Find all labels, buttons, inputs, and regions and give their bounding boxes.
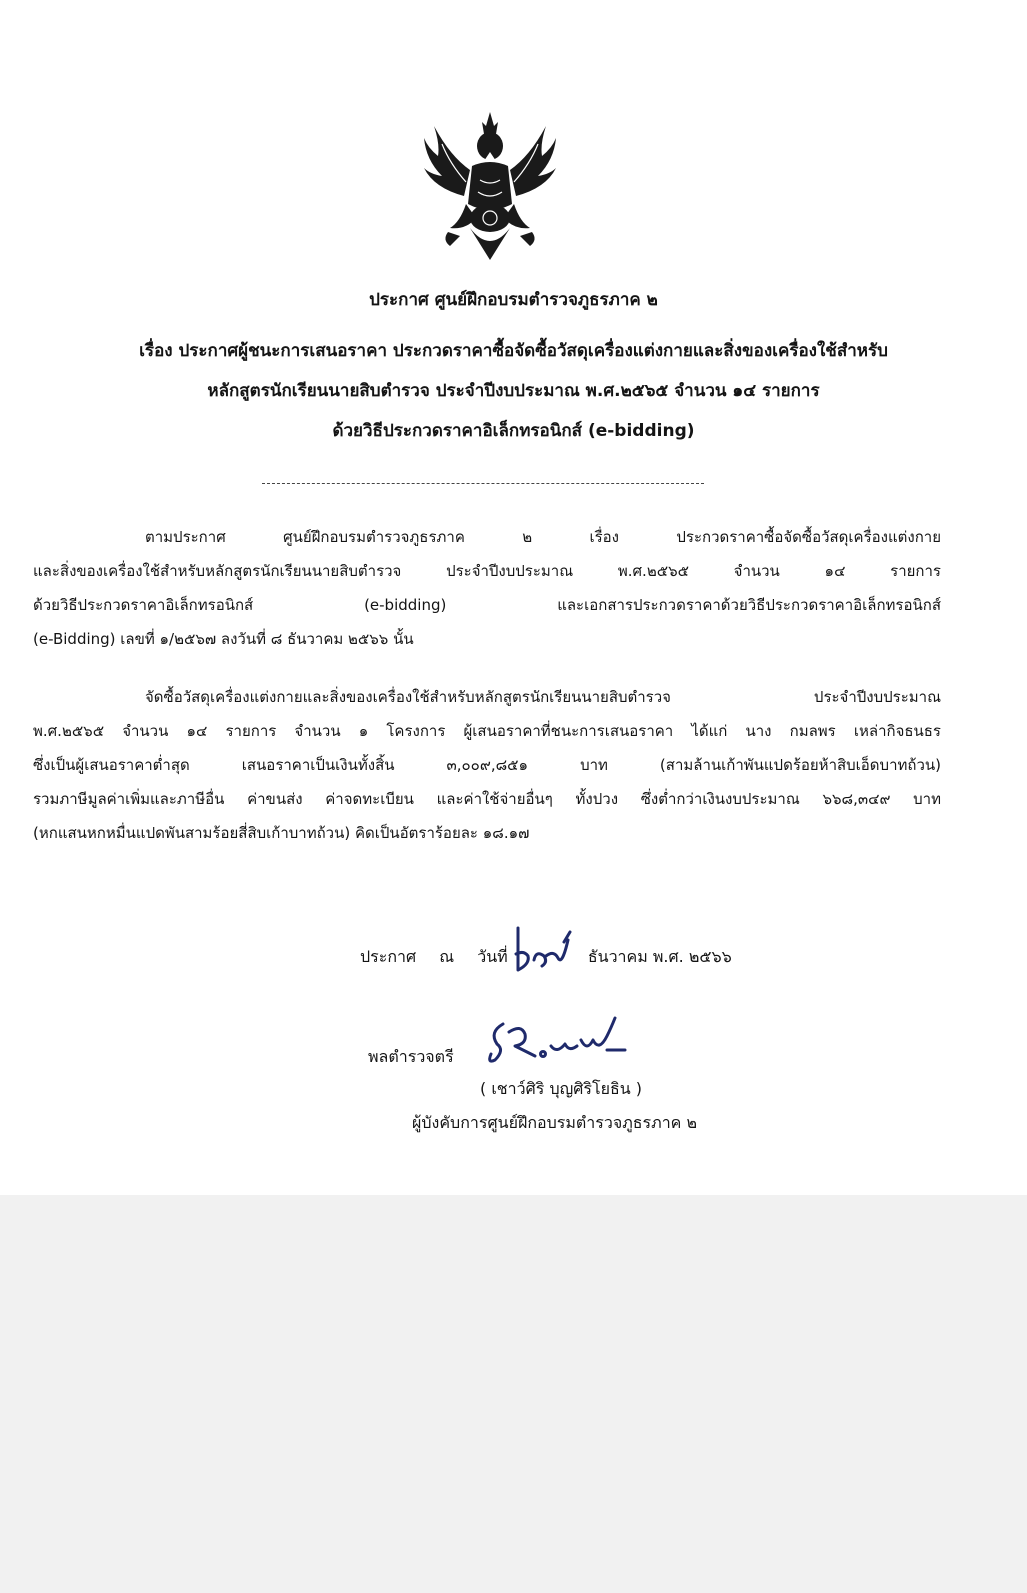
signatory-position: ผู้บังคับการศูนย์ฝึกอบรมตำรวจภูธรภาค ๒ bbox=[412, 1113, 698, 1132]
subject-line-2: หลักสูตรนักเรียนนายสิบตำรวจ ประจำปีงบประมาณ พ.ศ.๒๕๖๕ จำนวน ๑๔ รายการ bbox=[207, 381, 820, 401]
subject-line-3: ด้วยวิธีประกวดราคาอิเล็กทรอนิกส์ (e-bidding) bbox=[332, 421, 695, 441]
paragraph-1-line: (e-Bidding) เลขที่ ๑/๒๕๖๗ ลงวันที่ ๘ ธันวาคม ๒๕๖๖ นั้น bbox=[33, 630, 414, 648]
paragraph-1-line: ตามประกาศ ศูนย์ฝึกอบรมตำรวจภูธรภาค ๒ เรื่อง ประกวดราคาซื้อจัดซื้อวัสดุเครื่องแต่งกาย bbox=[145, 528, 941, 546]
paragraph-1 bbox=[33, 520, 941, 656]
paragraph-1-line: ด้วยวิธีประกวดราคาอิเล็กทรอนิกส์ (e-bidding) และเอกสารประกวดราคาด้วยวิธีประกวดราคาอิเล็กทรอนิกส์ bbox=[33, 596, 941, 614]
announce-day-label: วันที่ bbox=[477, 947, 508, 966]
paragraph-2-line: พ.ศ.๒๕๖๕ จำนวน ๑๔ รายการ จำนวน ๑ โครงการ ผู้เสนอราคาที่ชนะการเสนอราคา ได้แก่ นาง กมลพร เหล่ากิจธนธร bbox=[33, 722, 941, 740]
signatory-rank: พลตำรวจตรี bbox=[368, 1047, 454, 1066]
announce-at: ณ bbox=[439, 947, 455, 966]
subject-line-1: เรื่อง ประกาศผู้ชนะการเสนอราคา ประกวดราคาซื้อจัดซื้อวัสดุเครื่องแต่งกายและสิ่งของเครื่องใช้สำหรับ bbox=[139, 341, 888, 361]
announce-prefix: ประกาศ bbox=[360, 947, 417, 966]
announce-month-year: ธันวาคม พ.ศ. ๒๕๖๖ bbox=[587, 947, 732, 966]
signature bbox=[485, 1010, 645, 1070]
paragraph-2-line: (หกแสนหกหมื่นแปดพันสามร้อยสี่สิบเก้าบาทถ้วน) คิดเป็นอัตราร้อยละ ๑๘.๑๗ bbox=[33, 824, 530, 842]
paragraph-1-line: และสิ่งของเครื่องใช้สำหรับหลักสูตรนักเรียนนายสิบตำรวจ ประจำปีงบประมาณ พ.ศ.๒๕๖๕ จำนวน ๑๔ รายการ bbox=[33, 562, 941, 580]
paragraph-2-line: จัดซื้อวัสดุเครื่องแต่งกายและสิ่งของเครื่องใช้สำหรับหลักสูตรนักเรียนนายสิบตำรวจ ประจำปีงบประมาณ bbox=[145, 688, 941, 706]
garuda-emblem-icon bbox=[420, 104, 560, 264]
divider bbox=[262, 483, 704, 484]
paragraph-2-line: รวมภาษีมูลค่าเพิ่มและภาษีอื่น ค่าขนส่ง ค่าจดทะเบียน และค่าใช้จ่ายอื่นๆ ทั้งปวง ซึ่งต่ำกว่าเงินงบประมาณ ๖๖๘,๓๔๙ บาท bbox=[33, 790, 941, 808]
paragraph-2-line: ซึ่งเป็นผู้เสนอราคาต่ำสุด เสนอราคาเป็นเงินทั้งสิ้น ๓,๐๐๙,๘๕๑ บาท (สามล้านเก้าพันแปดร้อยห้าสิบเอ็ดบาทถ้วน) bbox=[33, 756, 941, 774]
paragraph-2 bbox=[33, 680, 941, 850]
handwritten-day bbox=[508, 920, 572, 976]
paper-edge-shadow bbox=[0, 1195, 1027, 1593]
announcement-title: ประกาศ ศูนย์ฝึกอบรมตำรวจภูธรภาค ๒ bbox=[369, 290, 658, 310]
signatory-name: ( เชาว์ศิริ บุญศิริโยธิน ) bbox=[480, 1079, 642, 1098]
